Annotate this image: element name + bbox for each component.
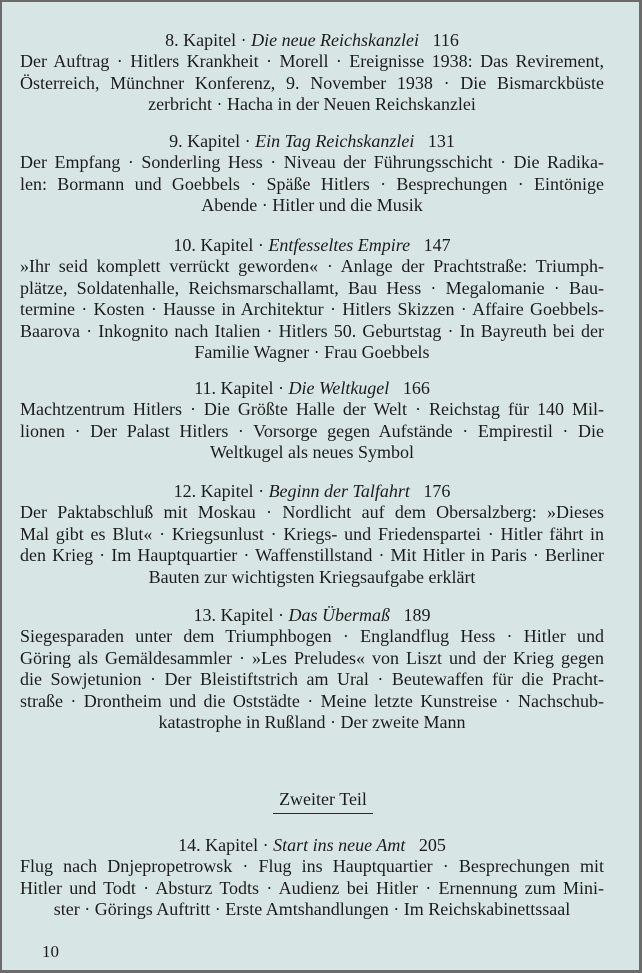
part-title-text: Zweiter Teil xyxy=(273,789,373,814)
chapter-page: 189 xyxy=(403,605,431,625)
chapter-number: 8. Kapitel xyxy=(165,30,237,50)
summary-line: den Krieg · Im Hauptquartier · Waffenstillstand · Mit Hitler in Paris · Berliner xyxy=(20,545,604,565)
summary-line: Der Paktabschluß mit Moskau · Nordlicht auf dem Obersalzberg: »Dieses xyxy=(20,502,604,522)
chapter-title: Start ins neue Amt xyxy=(273,835,406,855)
summary-line: Flug nach Dnjepropetrowsk · Flug ins Hauptquartier · Besprechungen mit xyxy=(20,856,604,876)
summary-line: Machtzentrum Hitlers · Die Größte Halle der Welt · Reichstag für 140 Mil- xyxy=(20,399,604,419)
summary-line: plätze, Soldatenhalle, Reichsmarschallamt, Bau Hess · Megalomanie · Bau- xyxy=(20,277,604,298)
chapter-page: 205 xyxy=(418,835,446,855)
chapter-summary xyxy=(20,256,604,364)
summary-line: ster · Görings Auftritt · Erste Amtshandlungen · Im Reichskabinettssaal xyxy=(53,899,571,919)
chapter-number: 10. Kapitel xyxy=(173,235,254,255)
chapter-summary xyxy=(20,152,604,217)
chapter-10 xyxy=(20,234,604,364)
chapter-number: 13. Kapitel xyxy=(193,605,274,625)
chapter-number: 11. Kapitel xyxy=(194,378,274,398)
chapter-page: 131 xyxy=(427,131,455,151)
chapter-14 xyxy=(20,834,604,921)
page-number: 10 xyxy=(42,942,59,961)
chapter-summary xyxy=(20,51,604,116)
summary-line: Österreich, Münchner Konferenz, 9. November 1938 · Die Bismarckbüste xyxy=(20,72,604,93)
chapter-title: Entfesseltes Empire xyxy=(268,235,411,255)
summary-line: Bauten zur wichtigsten Kriegsaufgabe erklärt xyxy=(148,566,476,587)
summary-line: zerbricht · Hacha in der Neuen Reichskanzlei xyxy=(148,94,476,114)
summary-line: Der Empfang · Sonderling Hess · Niveau der Führungsschicht · Die Radika- xyxy=(20,152,604,172)
chapter-page: 116 xyxy=(432,30,459,50)
chapter-heading: 11. Kapitel · Die Weltkugel 166 xyxy=(194,378,430,398)
summary-line: Weltkugel als neues Symbol xyxy=(209,442,415,462)
chapter-11 xyxy=(20,377,604,464)
chapter-9 xyxy=(20,130,604,217)
chapter-12 xyxy=(20,480,604,588)
summary-line: »Ihr seid komplett verrückt geworden« · Anlage der Prachtstraße: Triumph- xyxy=(20,256,604,276)
chapter-summary xyxy=(20,626,604,734)
summary-line: Familie Wagner · Frau Goebbels xyxy=(194,342,430,362)
chapter-number: 9. Kapitel xyxy=(169,131,241,151)
chapter-page: 147 xyxy=(423,235,451,255)
chapter-heading: 8. Kapitel · Die neue Reichskanzlei 116 xyxy=(165,30,459,50)
chapter-13 xyxy=(20,604,604,734)
summary-line: Abende · Hitler und die Musik xyxy=(201,195,423,215)
chapter-summary xyxy=(20,502,604,588)
summary-line: termine · Kosten · Hausse in Architektur · Hitlers Skizzen · Affaire Goebbels- xyxy=(20,299,604,319)
chapter-page: 166 xyxy=(402,378,430,398)
summary-line: len: Bormann und Goebbels · Späße Hitlers · Besprechungen · Eintönige xyxy=(20,173,604,194)
summary-line: Hitler und Todt · Absturz Todts · Audienz bei Hitler · Ernennung zum Mini- xyxy=(20,877,604,898)
summary-line: die Sowjetunion · Der Bleistiftstrich am Ural · Beutewaffen für die Pracht- xyxy=(20,669,604,689)
summary-line: Göring als Gemäldesammler · »Les Preludes« von Liszt und der Krieg gegen xyxy=(20,647,604,668)
summary-line: lionen · Der Palast Hitlers · Vorsorge gegen Aufstände · Empirestil · Die xyxy=(20,420,604,441)
summary-line: Siegesparaden unter dem Triumphbogen · Englandflug Hess · Hitler und xyxy=(20,626,604,646)
chapter-title: Die Weltkugel xyxy=(288,378,390,398)
chapter-page: 176 xyxy=(423,481,451,501)
part-title xyxy=(2,788,642,810)
chapter-title: Die neue Reichskanzlei xyxy=(251,30,420,50)
chapter-heading: 14. Kapitel · Start ins neue Amt 205 xyxy=(178,835,446,855)
chapter-summary xyxy=(20,856,604,921)
chapter-number: 14. Kapitel xyxy=(178,835,259,855)
chapter-heading: 13. Kapitel · Das Übermaß 189 xyxy=(193,605,431,625)
chapter-title: Beginn der Talfahrt xyxy=(268,481,410,501)
chapter-summary xyxy=(20,399,604,464)
summary-line: Baarova · Inkognito nach Italien · Hitlers 50. Geburtstag · In Bayreuth bei der xyxy=(20,320,604,341)
chapter-8 xyxy=(20,29,604,116)
chapter-heading: 12. Kapitel · Beginn der Talfahrt 176 xyxy=(173,481,451,501)
chapter-heading: 9. Kapitel · Ein Tag Reichskanzlei 131 xyxy=(169,131,455,151)
chapter-heading: 10. Kapitel · Entfesseltes Empire 147 xyxy=(173,235,451,255)
summary-line: katastrophe in Rußland · Der zweite Mann xyxy=(158,712,466,732)
summary-line: Mal gibt es Blut« · Kriegsunlust · Kriegs- und Friedenspartei · Hitler fährt in xyxy=(20,523,604,544)
summary-line: Der Auftrag · Hitlers Krankheit · Morell · Ereignisse 1938: Das Revirement, xyxy=(20,51,604,71)
chapter-title: Ein Tag Reichskanzlei xyxy=(255,131,415,151)
chapter-title: Das Übermaß xyxy=(288,605,390,625)
summary-line: straße · Drontheim und die Oststädte · Meine letzte Kunstreise · Nachschub- xyxy=(20,690,604,711)
chapter-number: 12. Kapitel xyxy=(173,481,254,501)
